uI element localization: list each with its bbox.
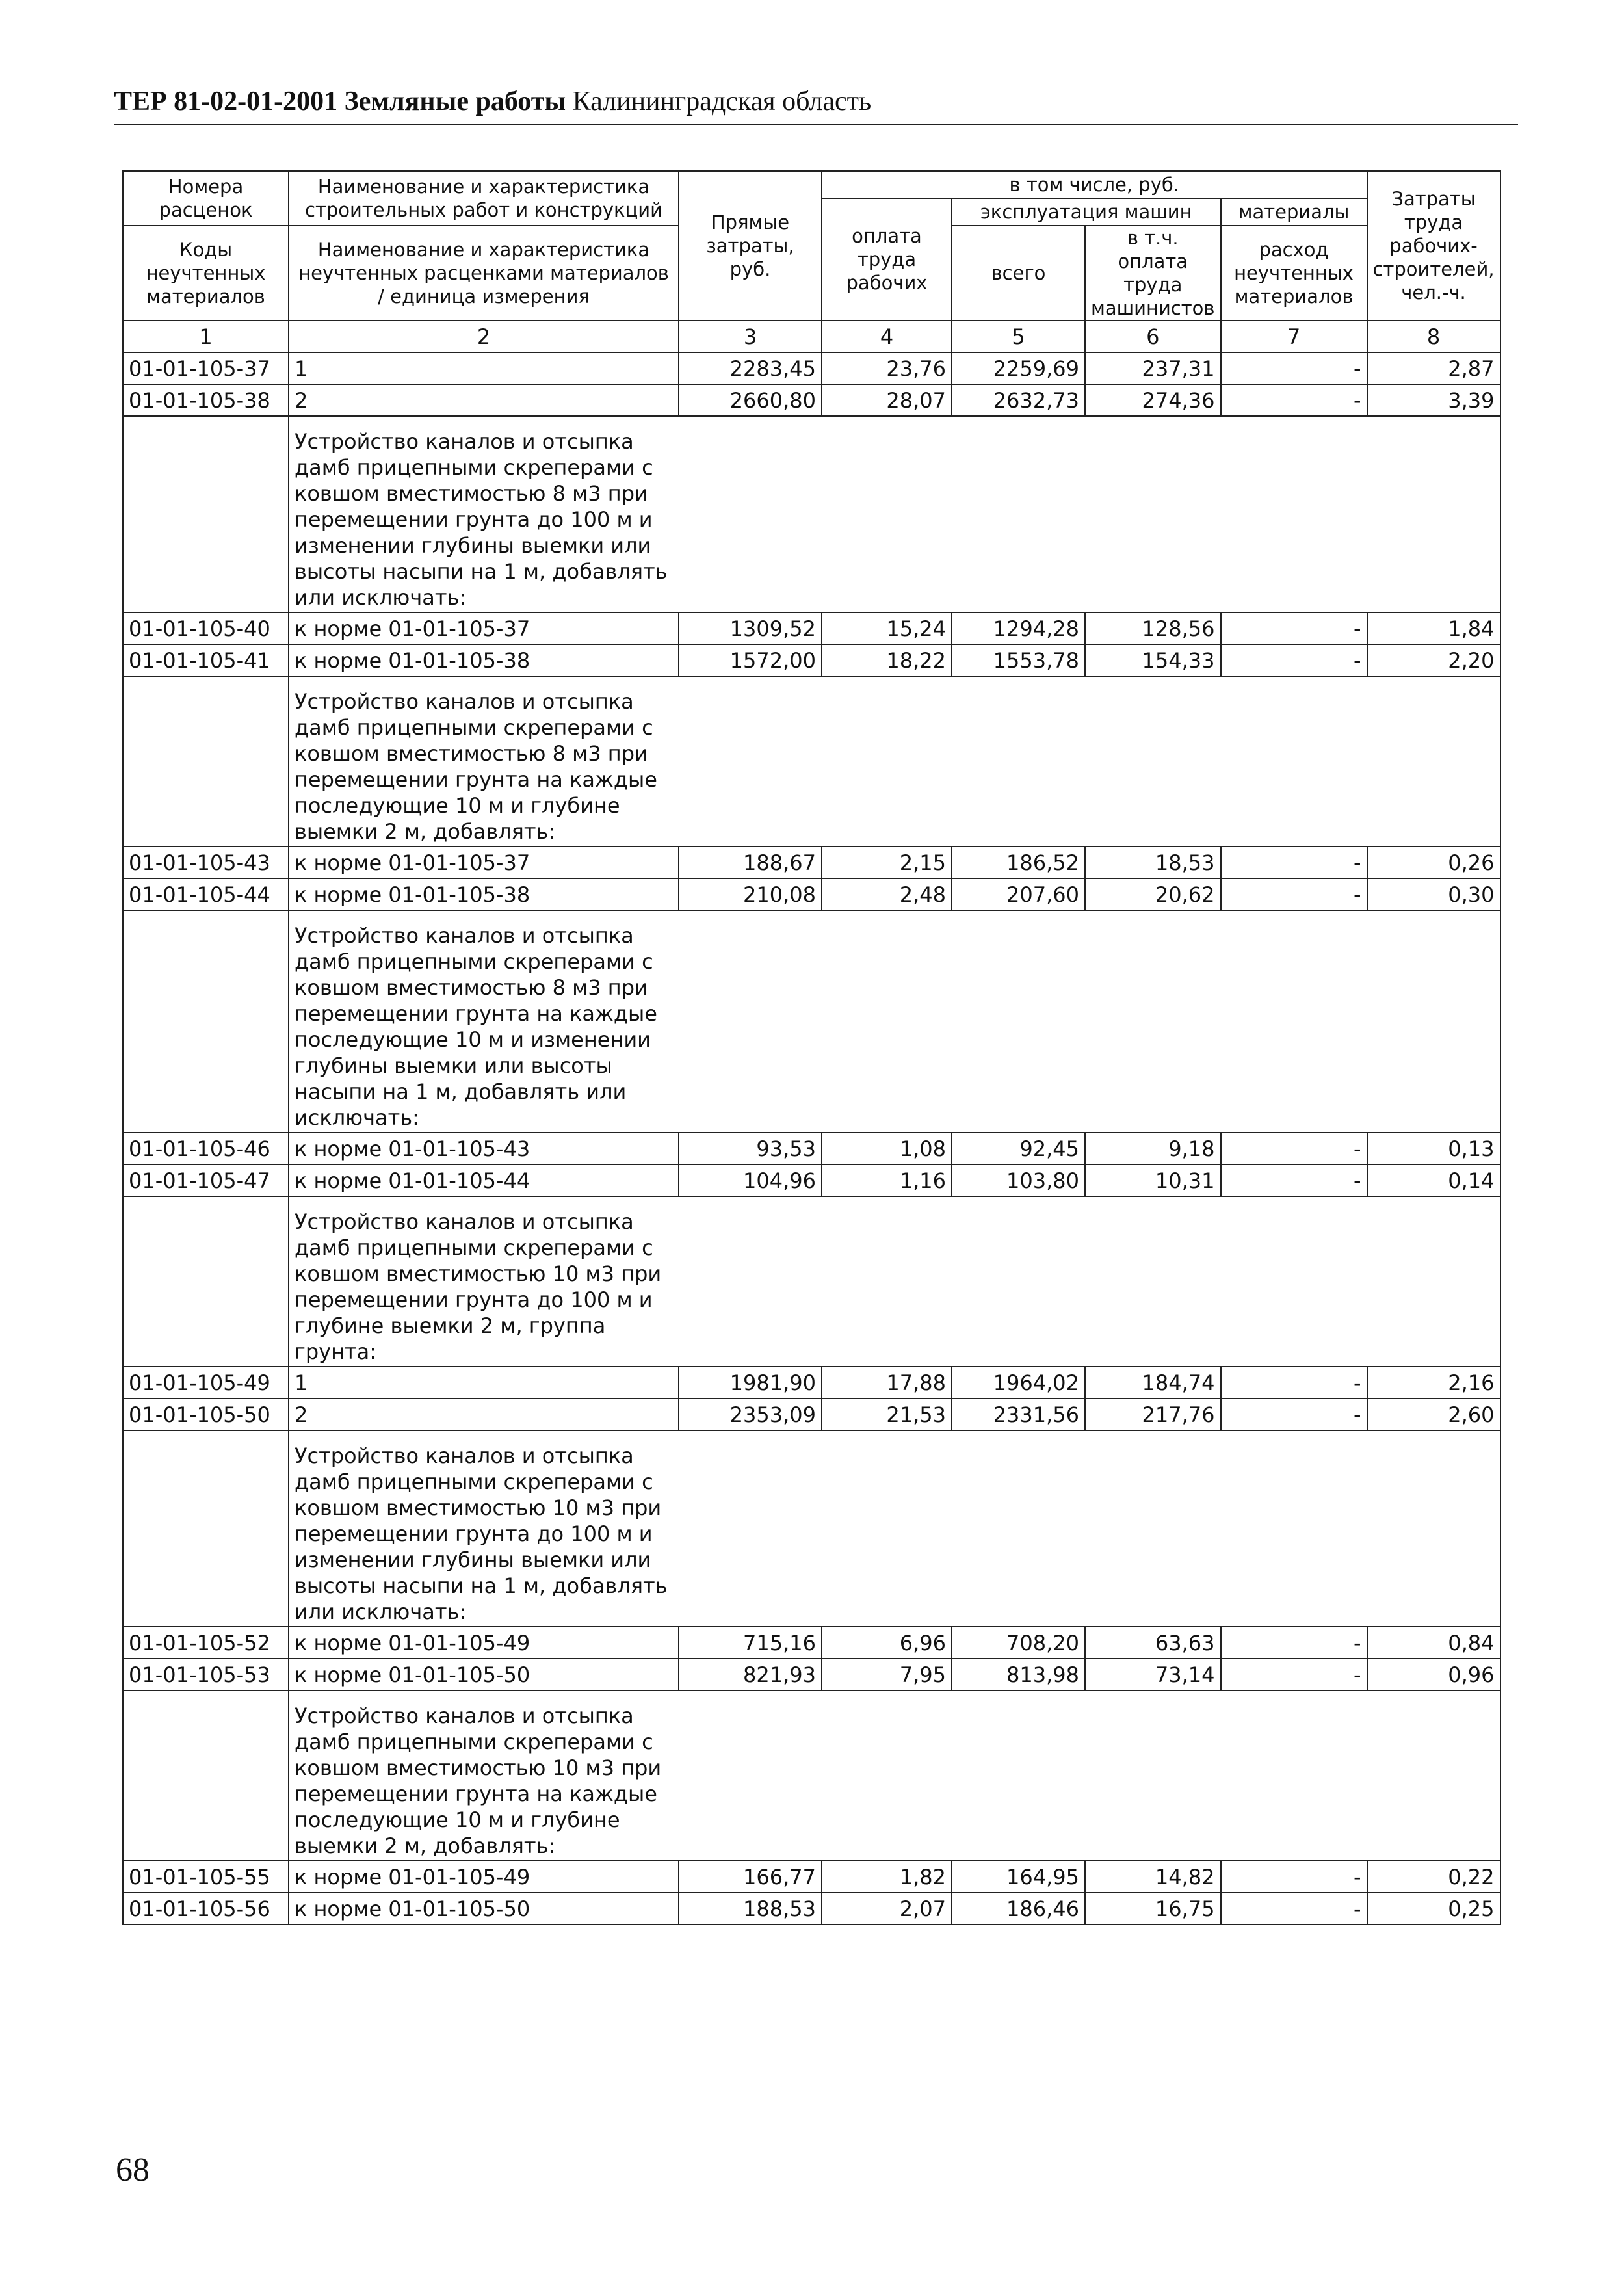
labor-pay: 2,15 [822, 847, 952, 878]
column-number: 1 [123, 321, 289, 352]
materials-cost: - [1221, 1659, 1367, 1690]
empty-code-cell [123, 1196, 289, 1367]
rate-name: к норме 01-01-105-50 [289, 1893, 679, 1925]
rate-name: к норме 01-01-105-38 [289, 878, 679, 910]
labor-hours: 0,25 [1367, 1893, 1500, 1925]
header-machines-operator-pay: в т.ч. оплата труда машинистов [1085, 226, 1221, 321]
section-description-row [123, 1690, 1500, 1861]
running-head-region: Калининградская область [572, 86, 872, 116]
machines-operator-pay: 217,76 [1085, 1399, 1221, 1430]
table-row [123, 847, 1500, 878]
direct-costs: 1309,52 [679, 612, 822, 644]
rate-code: 01-01-105-49 [123, 1367, 289, 1399]
materials-cost: - [1221, 847, 1367, 878]
rate-name: к норме 01-01-105-50 [289, 1659, 679, 1690]
materials-cost: - [1221, 1133, 1367, 1164]
empty-code-cell [123, 910, 289, 1133]
labor-pay: 21,53 [822, 1399, 952, 1430]
materials-cost: - [1221, 1399, 1367, 1430]
column-number: 8 [1367, 321, 1500, 352]
direct-costs: 93,53 [679, 1133, 822, 1164]
section-description-cell [289, 1196, 1500, 1367]
labor-pay: 1,08 [822, 1133, 952, 1164]
header-labor-pay: оплата труда рабочих [822, 198, 952, 321]
direct-costs: 2353,09 [679, 1399, 822, 1430]
header-rule [114, 124, 1518, 125]
empty-code-cell [123, 676, 289, 847]
header-code-sub: Коды неучтенных материалов [123, 226, 289, 321]
rate-code: 01-01-105-50 [123, 1399, 289, 1430]
machines-operator-pay: 73,14 [1085, 1659, 1221, 1690]
section-description-row [123, 676, 1500, 847]
machines-operator-pay: 18,53 [1085, 847, 1221, 878]
labor-hours: 0,96 [1367, 1659, 1500, 1690]
rates-table [122, 170, 1501, 1925]
rate-name: к норме 01-01-105-44 [289, 1164, 679, 1196]
machines-total: 813,98 [952, 1659, 1085, 1690]
materials-cost: - [1221, 1367, 1367, 1399]
materials-cost: - [1221, 384, 1367, 416]
materials-cost: - [1221, 1861, 1367, 1893]
column-number: 4 [822, 321, 952, 352]
table-row [123, 1133, 1500, 1164]
labor-pay: 15,24 [822, 612, 952, 644]
section-description: Устройство каналов и отсыпка дамб прицепными скреперами с ковшом вместимостью 8 м3 при перемещении грунта до 100 м и изменении глубины выемки или высоты насыпи на 1 м, добавлять или исключать: [295, 429, 668, 610]
section-description-row [123, 910, 1500, 1133]
labor-hours: 0,13 [1367, 1133, 1500, 1164]
labor-hours: 0,14 [1367, 1164, 1500, 1196]
section-description-cell [289, 1690, 1500, 1861]
machines-operator-pay: 10,31 [1085, 1164, 1221, 1196]
rate-name: к норме 01-01-105-37 [289, 612, 679, 644]
rate-code: 01-01-105-44 [123, 878, 289, 910]
materials-cost: - [1221, 1893, 1367, 1925]
labor-pay: 1,82 [822, 1861, 952, 1893]
empty-code-cell [123, 1690, 289, 1861]
table-row [123, 1164, 1500, 1196]
header-direct-costs: Прямые затраты, руб. [679, 171, 822, 321]
header-name-title: Наименование и характеристика строительных работ и конструкций [289, 171, 679, 226]
machines-total: 2632,73 [952, 384, 1085, 416]
direct-costs: 1572,00 [679, 644, 822, 676]
direct-costs: 715,16 [679, 1627, 822, 1659]
section-description-row [123, 1196, 1500, 1367]
section-description-row [123, 416, 1500, 612]
section-description-cell [289, 1430, 1500, 1627]
rate-name: к норме 01-01-105-49 [289, 1627, 679, 1659]
direct-costs: 188,53 [679, 1893, 822, 1925]
machines-total: 164,95 [952, 1861, 1085, 1893]
machines-total: 207,60 [952, 878, 1085, 910]
direct-costs: 1981,90 [679, 1367, 822, 1399]
labor-hours: 2,16 [1367, 1367, 1500, 1399]
labor-pay: 6,96 [822, 1627, 952, 1659]
materials-cost: - [1221, 612, 1367, 644]
column-number: 3 [679, 321, 822, 352]
rate-name: 2 [289, 384, 679, 416]
rate-code: 01-01-105-43 [123, 847, 289, 878]
rate-code: 01-01-105-53 [123, 1659, 289, 1690]
rate-name: 2 [289, 1399, 679, 1430]
header-name-sub: Наименование и характеристика неучтенных расценками материалов / единица измерения [289, 226, 679, 321]
table-row [123, 384, 1500, 416]
machines-total: 2259,69 [952, 352, 1085, 384]
column-number: 5 [952, 321, 1085, 352]
rate-code: 01-01-105-37 [123, 352, 289, 384]
machines-operator-pay: 237,31 [1085, 352, 1221, 384]
header-including: в том числе, руб. [822, 171, 1367, 198]
section-description: Устройство каналов и отсыпка дамб прицепными скреперами с ковшом вместимостью 10 м3 при перемещении грунта на каждые последующие 10 м и глубине выемки 2 м, добавлять: [295, 1703, 662, 1858]
section-description-cell [289, 416, 1500, 612]
rate-code: 01-01-105-56 [123, 1893, 289, 1925]
table-row [123, 1367, 1500, 1399]
machines-operator-pay: 14,82 [1085, 1861, 1221, 1893]
labor-hours: 1,84 [1367, 612, 1500, 644]
machines-total: 1553,78 [952, 644, 1085, 676]
direct-costs: 210,08 [679, 878, 822, 910]
table-row [123, 1861, 1500, 1893]
rate-code: 01-01-105-46 [123, 1133, 289, 1164]
column-number: 6 [1085, 321, 1221, 352]
machines-total: 2331,56 [952, 1399, 1085, 1430]
labor-pay: 2,48 [822, 878, 952, 910]
rate-code: 01-01-105-52 [123, 1627, 289, 1659]
rate-name: 1 [289, 1367, 679, 1399]
header-machines: эксплуатация машин [952, 198, 1221, 226]
column-number-row [123, 321, 1500, 352]
section-description: Устройство каналов и отсыпка дамб прицепными скреперами с ковшом вместимостью 8 м3 при перемещении грунта на каждые последующие 10 м и изменении глубины выемки или высоты насыпи на 1 м, добавлять или исключать: [295, 923, 657, 1130]
labor-hours: 0,26 [1367, 847, 1500, 878]
header-labor-cost: Затраты труда рабочих-строителей, чел.-ч. [1367, 171, 1500, 321]
table-row [123, 1627, 1500, 1659]
machines-total: 708,20 [952, 1627, 1085, 1659]
machines-operator-pay: 63,63 [1085, 1627, 1221, 1659]
labor-hours: 0,22 [1367, 1861, 1500, 1893]
section-description: Устройство каналов и отсыпка дамб прицепными скреперами с ковшом вместимостью 10 м3 при перемещении грунта до 100 м и глубине выемки 2 м, группа грунта: [295, 1209, 662, 1364]
machines-operator-pay: 9,18 [1085, 1133, 1221, 1164]
header-materials-sub: расход неучтенных материалов [1221, 226, 1367, 321]
section-description: Устройство каналов и отсыпка дамб прицепными скреперами с ковшом вместимостью 10 м3 при перемещении грунта до 100 м и изменении глубины выемки или высоты насыпи на 1 м, добавлять или исключать: [295, 1443, 668, 1624]
running-head-title: ТЕР 81-02-01-2001 Земляные работы [114, 86, 566, 116]
direct-costs: 2283,45 [679, 352, 822, 384]
table-row [123, 1893, 1500, 1925]
column-number: 2 [289, 321, 679, 352]
machines-operator-pay: 16,75 [1085, 1893, 1221, 1925]
column-number: 7 [1221, 321, 1367, 352]
machines-total: 186,52 [952, 847, 1085, 878]
labor-hours: 2,20 [1367, 644, 1500, 676]
section-description: Устройство каналов и отсыпка дамб прицепными скреперами с ковшом вместимостью 8 м3 при перемещении грунта на каждые последующие 10 м и глубине выемки 2 м, добавлять: [295, 689, 657, 844]
materials-cost: - [1221, 1627, 1367, 1659]
labor-pay: 28,07 [822, 384, 952, 416]
labor-hours: 2,87 [1367, 352, 1500, 384]
machines-operator-pay: 20,62 [1085, 878, 1221, 910]
machines-operator-pay: 154,33 [1085, 644, 1221, 676]
table-row [123, 644, 1500, 676]
rate-name: к норме 01-01-105-38 [289, 644, 679, 676]
rate-name: к норме 01-01-105-37 [289, 847, 679, 878]
empty-code-cell [123, 1430, 289, 1627]
labor-hours: 0,30 [1367, 878, 1500, 910]
machines-operator-pay: 274,36 [1085, 384, 1221, 416]
rate-code: 01-01-105-40 [123, 612, 289, 644]
labor-hours: 0,84 [1367, 1627, 1500, 1659]
rate-name: 1 [289, 352, 679, 384]
labor-pay: 17,88 [822, 1367, 952, 1399]
direct-costs: 2660,80 [679, 384, 822, 416]
labor-pay: 2,07 [822, 1893, 952, 1925]
rate-code: 01-01-105-41 [123, 644, 289, 676]
direct-costs: 188,67 [679, 847, 822, 878]
labor-hours: 2,60 [1367, 1399, 1500, 1430]
machines-operator-pay: 128,56 [1085, 612, 1221, 644]
labor-pay: 23,76 [822, 352, 952, 384]
materials-cost: - [1221, 1164, 1367, 1196]
labor-pay: 7,95 [822, 1659, 952, 1690]
table-row [123, 612, 1500, 644]
direct-costs: 166,77 [679, 1861, 822, 1893]
page-number: 68 [116, 2151, 150, 2189]
rate-code: 01-01-105-38 [123, 384, 289, 416]
labor-pay: 1,16 [822, 1164, 952, 1196]
materials-cost: - [1221, 644, 1367, 676]
header-machines-total: всего [952, 226, 1085, 321]
table-row [123, 1659, 1500, 1690]
materials-cost: - [1221, 352, 1367, 384]
machines-total: 1964,02 [952, 1367, 1085, 1399]
direct-costs: 821,93 [679, 1659, 822, 1690]
machines-total: 186,46 [952, 1893, 1085, 1925]
table-row [123, 352, 1500, 384]
machines-total: 92,45 [952, 1133, 1085, 1164]
header-materials: материалы [1221, 198, 1367, 226]
empty-code-cell [123, 416, 289, 612]
labor-pay: 18,22 [822, 644, 952, 676]
machines-operator-pay: 184,74 [1085, 1367, 1221, 1399]
header-code-title: Номера расценок [123, 171, 289, 226]
rate-name: к норме 01-01-105-49 [289, 1861, 679, 1893]
section-description-row [123, 1430, 1500, 1627]
rate-code: 01-01-105-47 [123, 1164, 289, 1196]
materials-cost: - [1221, 878, 1367, 910]
table-row [123, 1399, 1500, 1430]
section-description-cell [289, 910, 1500, 1133]
table-row [123, 878, 1500, 910]
rate-name: к норме 01-01-105-43 [289, 1133, 679, 1164]
running-head [114, 85, 1518, 118]
section-description-cell [289, 676, 1500, 847]
rate-code: 01-01-105-55 [123, 1861, 289, 1893]
direct-costs: 104,96 [679, 1164, 822, 1196]
machines-total: 1294,28 [952, 612, 1085, 644]
machines-total: 103,80 [952, 1164, 1085, 1196]
labor-hours: 3,39 [1367, 384, 1500, 416]
